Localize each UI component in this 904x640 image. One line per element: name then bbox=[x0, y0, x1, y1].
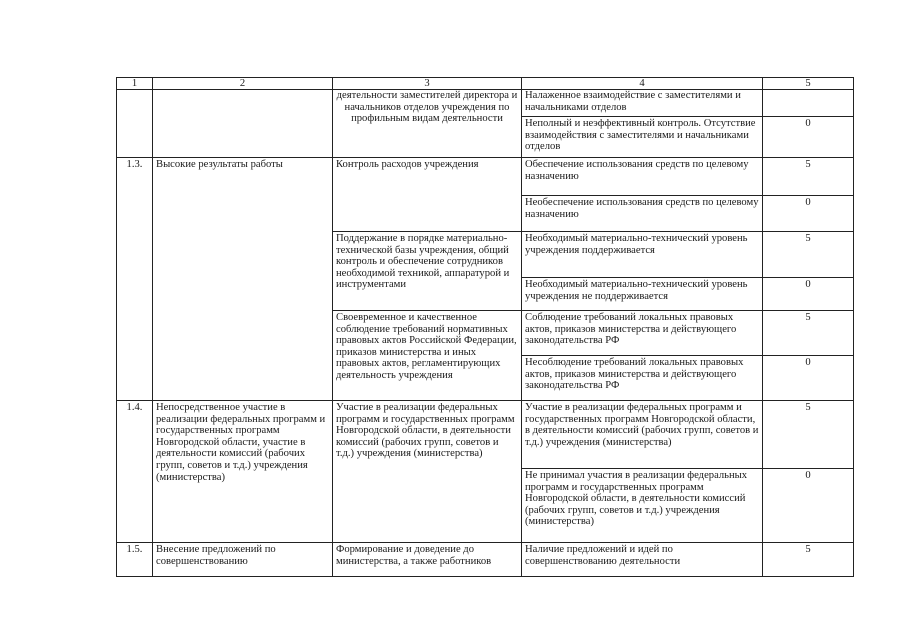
score-cell: 5 bbox=[763, 311, 854, 356]
activity-cell: Формирование и доведение до министерства, а также работников bbox=[333, 543, 522, 577]
activity-cell: деятельности заместителей директора и начальников отделов учреждения по профильным видам деятельности bbox=[333, 90, 522, 158]
criterion-cell: Участие в реализации федеральных программ и государственных программ Новгородской области, в деятельности комиссий (рабочих групп, советов и т.д.) учреждения (министерства) bbox=[522, 401, 763, 469]
col-header-1: 1 bbox=[117, 78, 153, 90]
activity-cell: Поддержание в порядке материально-технической базы учреждения, общий контроль и обеспечение сотрудников необходимой техникой, аппаратурой и инструментами bbox=[333, 232, 522, 311]
row-number-cell: 1.5. bbox=[117, 543, 153, 577]
score-cell bbox=[763, 90, 854, 117]
criterion-cell: Наличие предложений и идей по совершенствованию деятельности bbox=[522, 543, 763, 577]
score-cell: 0 bbox=[763, 356, 854, 401]
criterion-cell: Необеспечение использования средств по целевому назначению bbox=[522, 196, 763, 232]
activity-cell: Участие в реализации федеральных программ и государственных программ Новгородской области, в деятельности комиссий (рабочих групп, советов и т.д.) учреждения (министерства) bbox=[333, 401, 522, 543]
score-cell: 0 bbox=[763, 278, 854, 311]
criterion-cell: Несоблюдение требований локальных правовых актов, приказов министерства и действующего законодательства РФ bbox=[522, 356, 763, 401]
activity-cell: Контроль расходов учреждения bbox=[333, 158, 522, 232]
col-header-4: 4 bbox=[522, 78, 763, 90]
row-title-cell bbox=[153, 90, 333, 158]
score-cell: 0 bbox=[763, 469, 854, 543]
row-title-cell: Непосредственное участие в реализации федеральных программ и государственных программ Новгородской области, участие в деятельности комиссий (рабочих групп, советов и т.д.) учреждения (министерства) bbox=[153, 401, 333, 543]
criteria-table bbox=[116, 77, 854, 577]
row-number-cell: 1.4. bbox=[117, 401, 153, 543]
col-header-5: 5 bbox=[763, 78, 854, 90]
score-cell: 5 bbox=[763, 232, 854, 278]
score-cell: 5 bbox=[763, 158, 854, 196]
criterion-cell: Соблюдение требований локальных правовых актов, приказов министерства и действующего законодательства РФ bbox=[522, 311, 763, 356]
column-number-row bbox=[117, 78, 854, 90]
row-title-cell: Высокие результаты работы bbox=[153, 158, 333, 401]
criterion-cell: Обеспечение использования средств по целевому назначению bbox=[522, 158, 763, 196]
table-row bbox=[117, 158, 854, 196]
row-title-cell: Внесение предложений по совершенствованию bbox=[153, 543, 333, 577]
criterion-cell: Необходимый материально-технический уровень учреждения поддерживается bbox=[522, 232, 763, 278]
row-number-cell bbox=[117, 90, 153, 158]
table-row bbox=[117, 401, 854, 469]
criterion-cell: Необходимый материально-технический уровень учреждения не поддерживается bbox=[522, 278, 763, 311]
col-header-3: 3 bbox=[333, 78, 522, 90]
row-number-cell: 1.3. bbox=[117, 158, 153, 401]
score-cell: 0 bbox=[763, 117, 854, 158]
criterion-cell: Неполный и неэффективный контроль. Отсутствие взаимодействия с заместителями и начальниками отделов bbox=[522, 117, 763, 158]
table-row bbox=[117, 90, 854, 117]
criterion-cell: Не принимал участия в реализации федеральных программ и государственных программ Новгородской области, в деятельности комиссий (рабочих групп, советов и т.д.) учреждения (министерства) bbox=[522, 469, 763, 543]
criterion-cell: Налаженное взаимодействие с заместителями и начальниками отделов bbox=[522, 90, 763, 117]
col-header-2: 2 bbox=[153, 78, 333, 90]
score-cell: 5 bbox=[763, 401, 854, 469]
score-cell: 5 bbox=[763, 543, 854, 577]
score-cell: 0 bbox=[763, 196, 854, 232]
activity-cell: Своевременное и качественное соблюдение требований нормативных правовых актов Российской Федерации, приказов министерства и иных правовых актов, регламентирующих деятельность учреждения bbox=[333, 311, 522, 401]
table-row bbox=[117, 543, 854, 577]
